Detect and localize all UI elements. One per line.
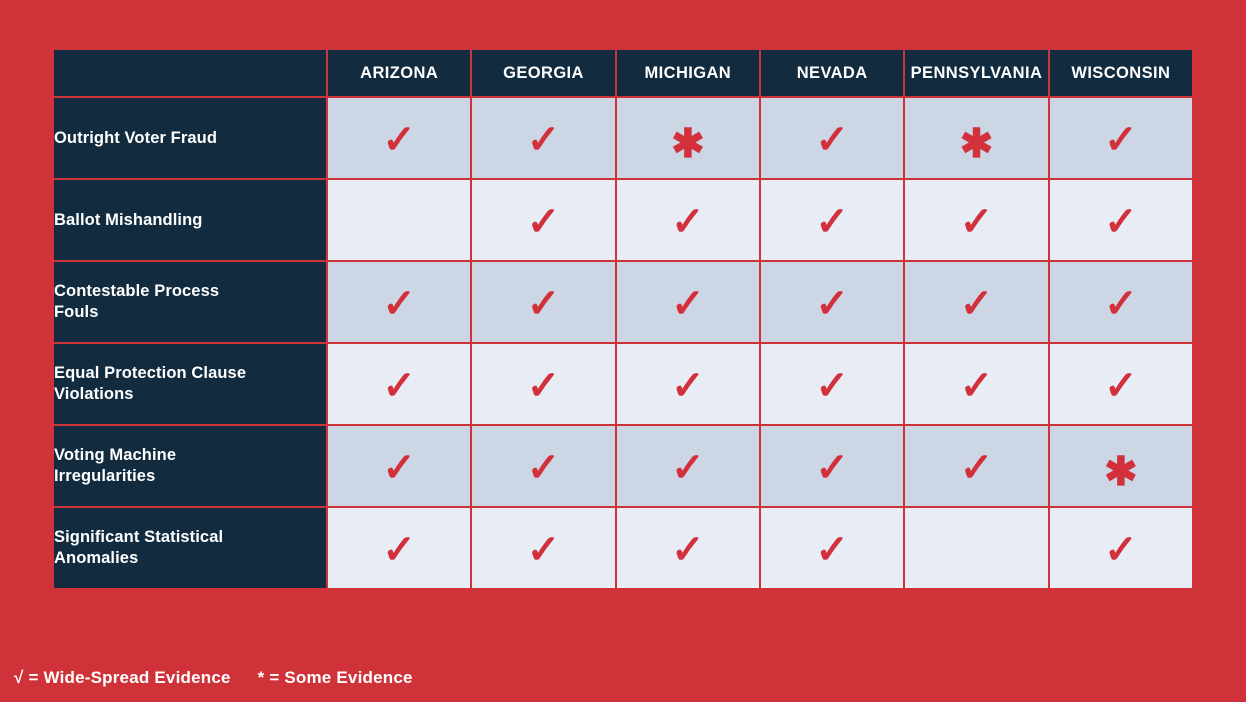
check-icon: ✓: [671, 446, 705, 490]
row-header-6: [54, 508, 326, 588]
row-header-line: Voting Machine: [54, 446, 177, 465]
column-header-michigan: MICHIGAN: [617, 50, 759, 96]
check-icon: ✓: [671, 200, 705, 244]
cell-4-1: [328, 344, 470, 424]
cell-1-5: [905, 98, 1047, 178]
check-icon: ✓: [959, 364, 994, 408]
legend-item-star: * = Some Evidence: [257, 668, 413, 687]
check-icon: ✓: [815, 200, 849, 244]
check-icon: ✓: [1104, 200, 1138, 244]
row-header-5: [54, 426, 326, 506]
cell-2-1: [328, 180, 470, 260]
cell-3-6: [1050, 262, 1192, 342]
cell-4-3: [617, 344, 759, 424]
column-header-pennsylvania: PENNSYLVANIA: [905, 50, 1047, 96]
check-icon: ✓: [671, 282, 705, 326]
row-header-line: Significant Statistical: [54, 528, 224, 547]
cell-5-4: [761, 426, 903, 506]
check-icon: ✓: [815, 364, 849, 408]
row-header-line: Ballot Mishandling: [54, 210, 203, 229]
table-row: [54, 180, 1192, 260]
cell-4-6: [1050, 344, 1192, 424]
check-icon: ✓: [815, 528, 849, 572]
row-header-line: Equal Protection Clause: [54, 364, 247, 383]
legend: [14, 668, 435, 688]
row-header-line: Fouls: [54, 303, 99, 321]
check-icon: ✓: [959, 200, 994, 244]
column-header-georgia: GEORGIA: [472, 50, 614, 96]
check-icon: ✓: [526, 446, 561, 490]
cell-2-5: [905, 180, 1047, 260]
row-header-line: Outright Voter Fraud: [54, 128, 218, 147]
table-row: [54, 344, 1192, 424]
cell-6-2: [472, 508, 614, 588]
row-header-1: [54, 98, 326, 178]
check-icon: ✓: [815, 118, 849, 162]
cell-5-1: [328, 426, 470, 506]
cell-6-6: [1050, 508, 1192, 588]
check-icon: ✓: [526, 200, 561, 244]
cell-3-3: [617, 262, 759, 342]
check-icon: ✓: [959, 282, 994, 326]
table-row: [54, 508, 1192, 588]
table-header: [54, 50, 1192, 96]
cell-4-5: [905, 344, 1047, 424]
cell-6-5: [905, 508, 1047, 588]
cell-3-5: [905, 262, 1047, 342]
check-icon: ✓: [382, 446, 416, 490]
star-icon: ✱: [1104, 450, 1138, 494]
row-header-4: [54, 344, 326, 424]
cell-1-2: [472, 98, 614, 178]
cell-4-2: [472, 344, 614, 424]
check-icon: ✓: [1104, 364, 1138, 408]
cell-3-1: [328, 262, 470, 342]
cell-2-2: [472, 180, 614, 260]
cell-2-6: [1050, 180, 1192, 260]
cell-1-1: [328, 98, 470, 178]
cell-5-6: [1050, 426, 1192, 506]
cell-1-3: [617, 98, 759, 178]
cell-5-5: [905, 426, 1047, 506]
table-row: [54, 426, 1192, 506]
table-row: [54, 98, 1192, 178]
row-header-3: [54, 262, 326, 342]
table-row: [54, 262, 1192, 342]
check-icon: ✓: [1104, 282, 1138, 326]
legend-item-check: √ = Wide-Spread Evidence: [14, 668, 231, 687]
star-icon: ✱: [671, 122, 705, 166]
cell-6-1: [328, 508, 470, 588]
evidence-matrix-table: [52, 48, 1194, 590]
cell-5-2: [472, 426, 614, 506]
check-icon: ✓: [382, 282, 416, 326]
cell-2-4: [761, 180, 903, 260]
cell-4-4: [761, 344, 903, 424]
row-header-line: Anomalies: [54, 549, 139, 567]
column-header-wisconsin: WISCONSIN: [1050, 50, 1192, 96]
check-icon: ✓: [526, 364, 561, 408]
column-header-arizona: ARIZONA: [328, 50, 470, 96]
header-row: [54, 50, 1192, 96]
check-icon: ✓: [1104, 528, 1138, 572]
star-icon: ✱: [959, 122, 994, 166]
cell-5-3: [617, 426, 759, 506]
cell-6-3: [617, 508, 759, 588]
cell-6-4: [761, 508, 903, 588]
check-icon: ✓: [526, 282, 561, 326]
table-body: [54, 98, 1192, 588]
check-icon: ✓: [382, 364, 416, 408]
check-icon: ✓: [526, 528, 561, 572]
table-corner-cell: [54, 50, 326, 96]
column-header-nevada: NEVADA: [761, 50, 903, 96]
row-header-line: Irregularities: [54, 467, 156, 485]
check-icon: ✓: [959, 446, 994, 490]
cell-2-3: [617, 180, 759, 260]
cell-3-4: [761, 262, 903, 342]
check-icon: ✓: [1104, 118, 1138, 162]
check-icon: ✓: [815, 282, 849, 326]
cell-1-6: [1050, 98, 1192, 178]
check-icon: ✓: [671, 528, 705, 572]
check-icon: ✓: [526, 118, 561, 162]
row-header-line: Contestable Process: [54, 282, 220, 301]
check-icon: ✓: [671, 364, 705, 408]
check-icon: ✓: [382, 118, 416, 162]
row-header-2: [54, 180, 326, 260]
cell-1-4: [761, 98, 903, 178]
row-header-line: Violations: [54, 385, 134, 403]
cell-3-2: [472, 262, 614, 342]
check-icon: ✓: [815, 446, 849, 490]
check-icon: ✓: [382, 528, 416, 572]
